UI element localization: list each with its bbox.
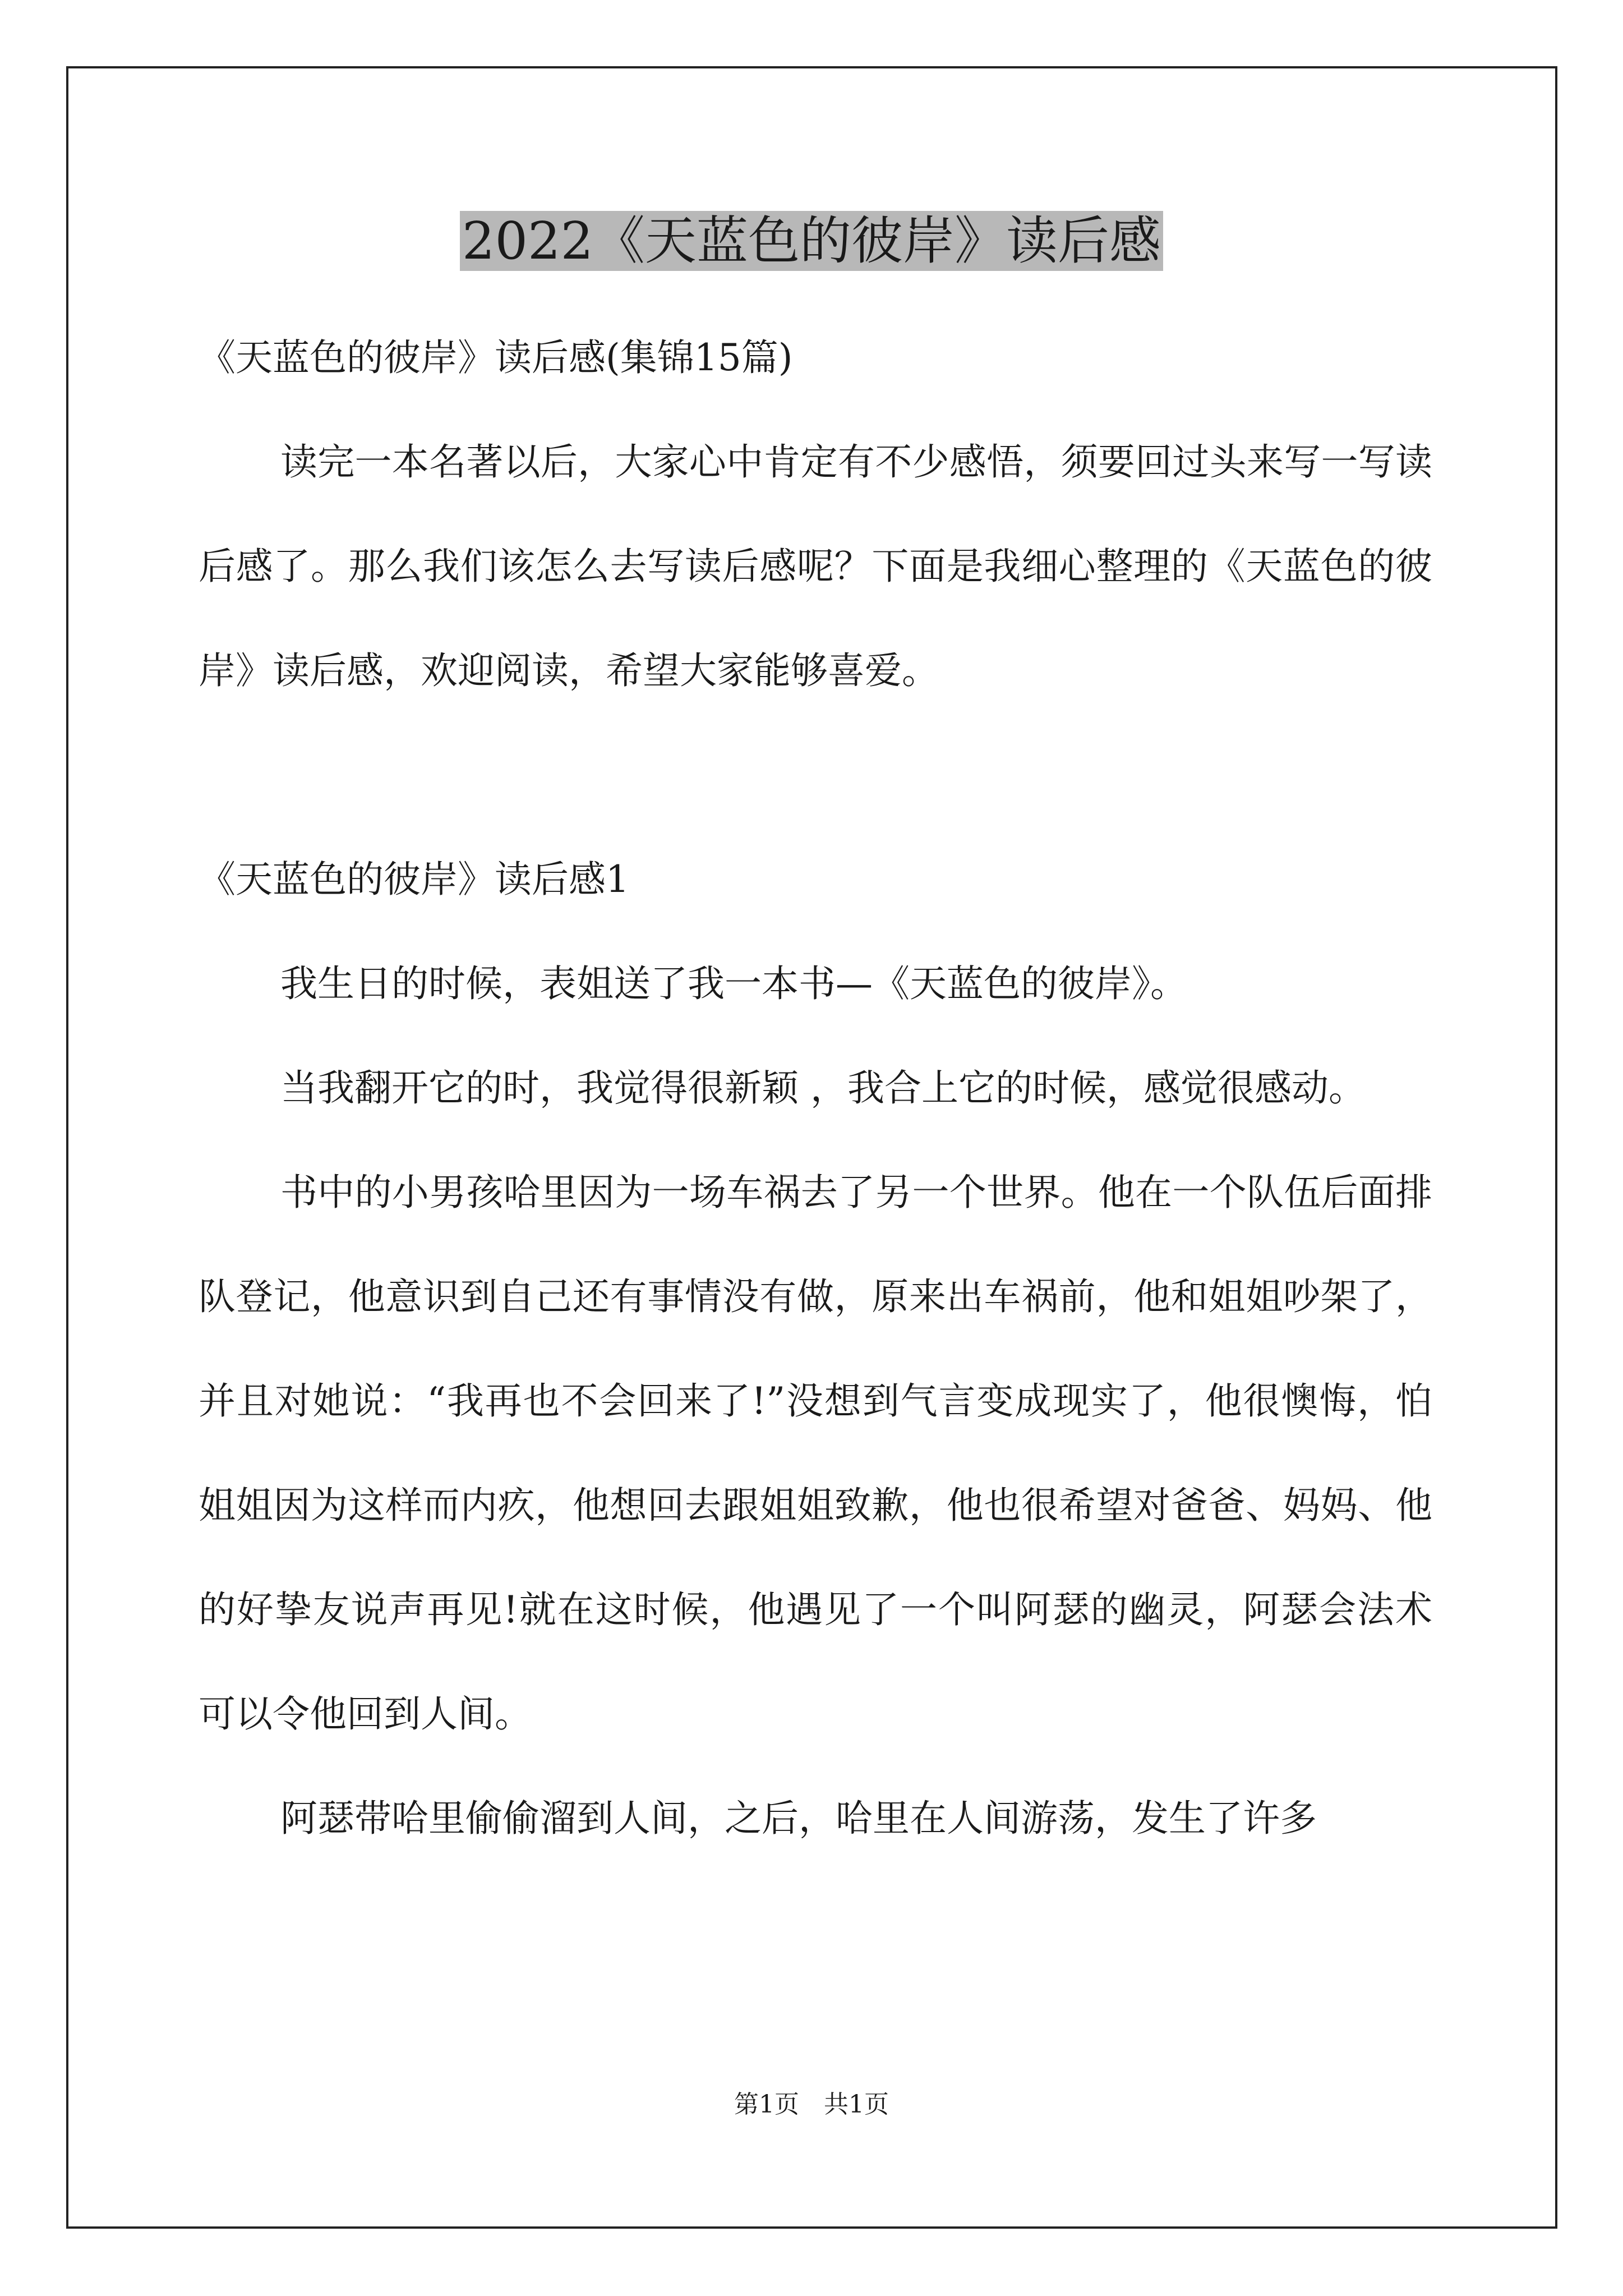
- paragraph: 书中的小男孩哈里因为一场车祸去了另一个世界。他在一个队伍后面排队登记，他意识到自己还有事情没有做，原来出车祸前，他和姐姐吵架了，并且对她说：“我再也不会回来了!”没想到气言变成现实了，他很懊悔，怕姐姐因为这样而内疚，他想回去跟姐姐致歉，他也很希望对爸爸、妈妈、他的好挚友说声再见!就在这时候，他遇见了一个叫阿瑟的幽灵，阿瑟会法术可以令他回到人间。: [199, 1171, 1432, 1736]
- paragraph: 阿瑟带哈里偷偷溜到人间，之后，哈里在人间游荡，发生了许多: [280, 1797, 1317, 1840]
- document-body: [199, 306, 1432, 1871]
- section-heading: 《天蓝色的彼岸》读后感1: [199, 858, 629, 901]
- page-footer: 第1页 共1页: [734, 2090, 889, 2119]
- blank-line: [199, 723, 1432, 827]
- document-title-text: 2022《天蓝色的彼岸》读后感: [460, 211, 1163, 271]
- document-title: [0, 199, 1623, 283]
- paragraph: 当我翻开它的时，我觉得很新颖 ，我合上它的时候，感觉很感动。: [280, 1066, 1366, 1110]
- subtitle: 《天蓝色的彼岸》读后感(集锦15篇): [199, 336, 793, 379]
- paragraph: 我生日的时候，表姐送了我一本书—《天蓝色的彼岸》。: [280, 962, 1187, 1005]
- intro-paragraph: 读完一本名著以后，大家心中肯定有不少感悟，须要回过头来写一写读后感了。那么我们该怎么去写读后感呢？下面是我细心整理的《天蓝色的彼岸》读后感，欢迎阅读，希望大家能够喜爱。: [199, 440, 1432, 692]
